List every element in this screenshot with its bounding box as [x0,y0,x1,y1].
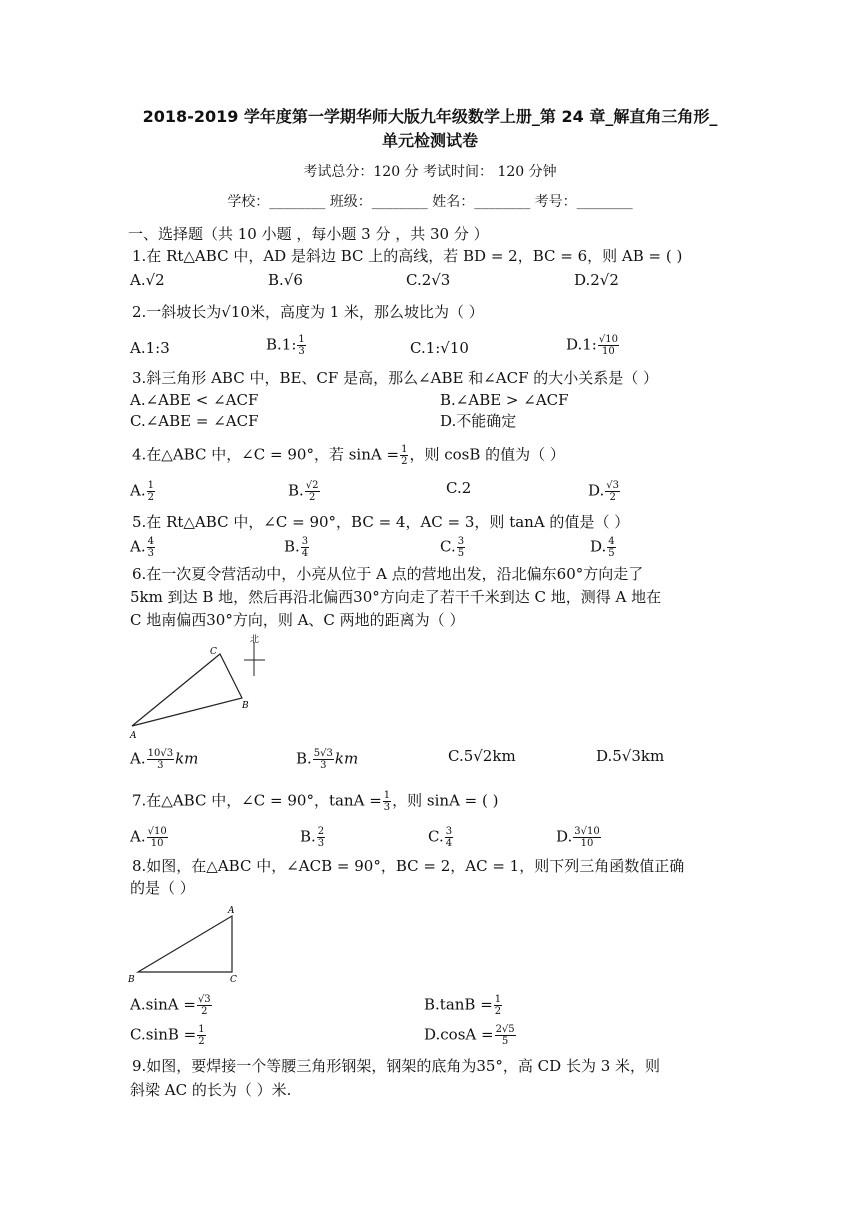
q9-stem-line1: 9.如图，要焊接一个等腰三角形钢架，钢架的底角为35°，高 CD 长为 3 米，则 [132,1057,661,1075]
q2-stem: 2.一斜坡长为√10米，高度为 1 米，那么坡比为（ ） [132,303,484,321]
q6-option-c: C.5√2km [448,747,516,765]
q3-option-d: D.不能确定 [440,412,517,430]
q7-option-a: A. $\frac{√10}{10}$ [130,826,167,849]
q5-option-d: D. $\frac{4}{5}$ [590,536,615,559]
q6-label-b: B [242,701,249,711]
q8-stem-line2: 的是（ ） [130,879,195,897]
q8-label-a: A [228,906,235,916]
q9-stem-line2: 斜梁 AC 的长为（ ）米. [130,1081,292,1099]
q8-figure [124,902,254,986]
student-info: 学校：________ 班级：________ 姓名：________ 考号：________ [227,194,633,210]
q5-option-b: B. $\frac{3}{4}$ [284,536,309,559]
q6-triangle [132,654,242,726]
exam-title-line2: 单元检测试卷 [381,131,478,150]
q6-stem-line2: 5km 到达 B 地，然后再沿北偏西30°方向走了若干千米到达 C 地，测得 A 地在 [130,588,662,606]
q2-option-d: D.1: $\frac{√10}{10}$ [566,334,618,357]
q6-figure [124,632,284,744]
q8-option-c: C.sinB = $\frac{1}{2}$ [130,1024,205,1047]
q2-option-c: C.1:√10 [410,339,469,357]
q6-option-b: B. $\frac{5√3}{3}$ km [296,748,359,771]
q5-option-c: C. $\frac{3}{5}$ [440,536,465,559]
q3-option-c: C.∠ABE = ∠ACF [130,412,259,430]
q5-option-a: A. $\frac{4}{3}$ [130,536,154,559]
q7-option-b: B. $\frac{2}{3}$ [300,826,325,849]
q1-option-d: D.2√2 [574,271,619,289]
q7-stem: 7.在△ABC 中，∠C = 90°，tanA = $\frac{1}{3}$ ，则 sinA = ( ) [132,790,499,813]
exam-title-line1: 2018-2019 学年度第一学期华师大版九年级数学上册_第 24 章_解直角三角形_ [142,107,718,126]
q4-option-d: D. $\frac{√3}{2}$ [588,480,619,503]
q4-stem: 4.在△ABC 中，∠C = 90°，若 sinA = $\frac{1}{2}$ ，则 cosB 的值为（ ） [132,444,565,467]
q1-option-a: A.√2 [130,271,165,289]
q1-stem: 1.在 Rt△ABC 中，AD 是斜边 BC 上的高线，若 BD = 2，BC = 6，则 AB = ( ) [132,247,683,265]
q7-option-c: C. $\frac{3}{4}$ [428,826,453,849]
exam-info: 考试总分：120 分 考试时间： 120 分钟 [303,164,557,180]
q3-option-b: B.∠ABE > ∠ACF [440,391,569,409]
q6-stem-line1: 6.在一次夏令营活动中，小亮从位于 A 点的营地出发，沿北偏东60°方向走了 [132,565,644,583]
q8-stem-line1: 8.如图，在△ABC 中，∠ACB = 90°，BC = 2，AC = 1，则下列三角函数值正确 [132,857,685,875]
q3-stem: 3.斜三角形 ABC 中，BE、CF 是高，那么∠ABE 和∠ACF 的大小关系是（ ） [132,369,659,387]
q2-option-a: A.1:3 [130,339,170,357]
q8-option-d: D.cosA = $\frac{2√5}{5}$ [424,1024,515,1047]
q4-option-c: C.2 [446,479,472,497]
q8-label-b: B [128,975,135,985]
q6-option-d: D.5√3km [596,747,665,765]
section-heading: 一、选择题（共 10 小题 ，每小题 3 分 ，共 30 分 ） [128,225,489,243]
q8-option-a: A.sinA = $\frac{√3}{2}$ [130,994,211,1017]
q2-option-b: B.1: $\frac{1}{3}$ [266,334,305,357]
q6-stem-line3: C 地南偏西30°方向，则 A、C 两地的距离为（ ） [130,611,465,629]
q4-option-a: A. $\frac{1}{2}$ [130,480,154,503]
q8-option-b: B.tanB = $\frac{1}{2}$ [424,994,502,1017]
q6-label-a: A [130,731,137,741]
q6-option-a: A. $\frac{10√3}{3}$ km [130,748,199,771]
q1-option-b: B.√6 [268,271,303,289]
q7-option-d: D. $\frac{3√10}{10}$ [556,826,600,849]
q6-north-label: 北 [250,635,260,645]
q6-label-c: C [210,647,217,657]
q4-option-b: B. $\frac{√2}{2}$ [288,480,319,503]
q8-triangle [138,916,232,972]
q1-option-c: C.2√3 [406,271,451,289]
q8-label-c: C [230,975,237,985]
q3-option-a: A.∠ABE < ∠ACF [130,391,259,409]
q5-stem: 5.在 Rt△ABC 中，∠C = 90°，BC = 4，AC = 3，则 tanA 的值是（ ） [132,513,630,531]
